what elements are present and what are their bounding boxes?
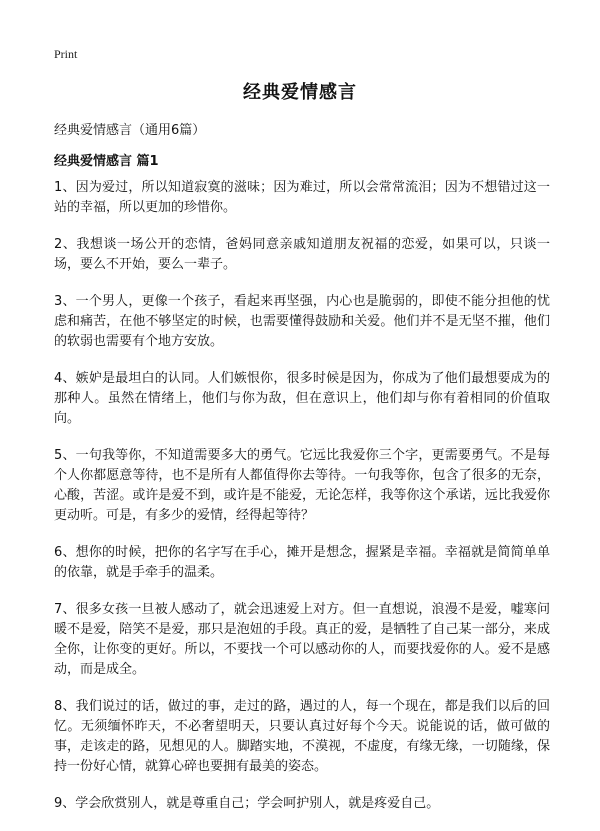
document-subtitle: 经典爱情感言（通用6篇）: [54, 123, 206, 138]
print-link[interactable]: Print: [54, 47, 78, 61]
quote-item: 4、嫉妒是最坦白的认同。人们嫉恨你，很多时候是因为，你成为了他们最想要成为的那种人。虽然在情绪上，他们与你为敌，但在意识上，他们却与你有着相同的价值取向。: [54, 371, 550, 426]
quote-item: 2、我想谈一场公开的恋情，爸妈同意亲戚知道朋友祝福的恋爱，如果可以，只谈一场，要么不开始，要么一辈子。: [54, 237, 550, 272]
quote-item: 9、学会欣赏别人，就是尊重自己；学会呵护别人，就是疼爱自己。: [54, 796, 440, 811]
section-heading: 经典爱情感言 篇1: [54, 154, 159, 169]
quote-item: 6、想你的时候，把你的名字写在手心，摊开是想念，握紧是幸福。幸福就是简简单单的依靠，就是手牵手的温柔。: [54, 545, 550, 580]
quote-item: 7、很多女孩一旦被人感动了，就会迅速爱上对方。但一直想说，浪漫不是爱，嘘寒问暖不是爱，陪笑不是爱，那只是泡妞的手段。真正的爱，是牺牲了自己某一部分，来成全你，让你变的更好。所以，不要找一个可以感动你的人，而要找爱你的人。爱不是感动，而是成全。: [54, 602, 550, 677]
quote-item: 8、我们说过的话，做过的事，走过的路，遇过的人，每一个现在，都是我们以后的回忆。无须缅怀昨天，不必奢望明天，只要认真过好每个今天。说能说的话，做可做的事，走该走的路，见想见的人。脚踏实地，不漠视，不虚度，有缘无缘，一切随缘，保持一份好心情，就算心碎也要拥有最美的姿态。: [54, 699, 550, 774]
quote-item: 3、一个男人，更像一个孩子，看起来再坚强，内心也是脆弱的，即使不能分担他的忧虑和痛苦，在他不够坚定的时候，也需要懂得鼓励和关爱。他们并不是无坚不摧，他们的软弱也需要有个地方安放。: [54, 294, 550, 349]
quote-list: [54, 178, 550, 831]
quote-item: 5、一句我等你，不知道需要多大的勇气。它远比我爱你三个字，更需要勇气。不是每个人你都愿意等待，也不是所有人都值得你去等待。一句我等你，包含了很多的无奈，心酸，苦涩。或许是爱不到，或许是不能爱，无论怎样，我等你这个承诺，远比我爱你更动听。可是，有多少的爱情，经得起等待？: [54, 448, 550, 523]
quote-item: 1、因为爱过，所以知道寂寞的滋味；因为难过，所以会常常流泪；因为不想错过这一站的幸福，所以更加的珍惜你。: [54, 180, 550, 215]
page-title: 经典爱情感言: [243, 82, 357, 103]
